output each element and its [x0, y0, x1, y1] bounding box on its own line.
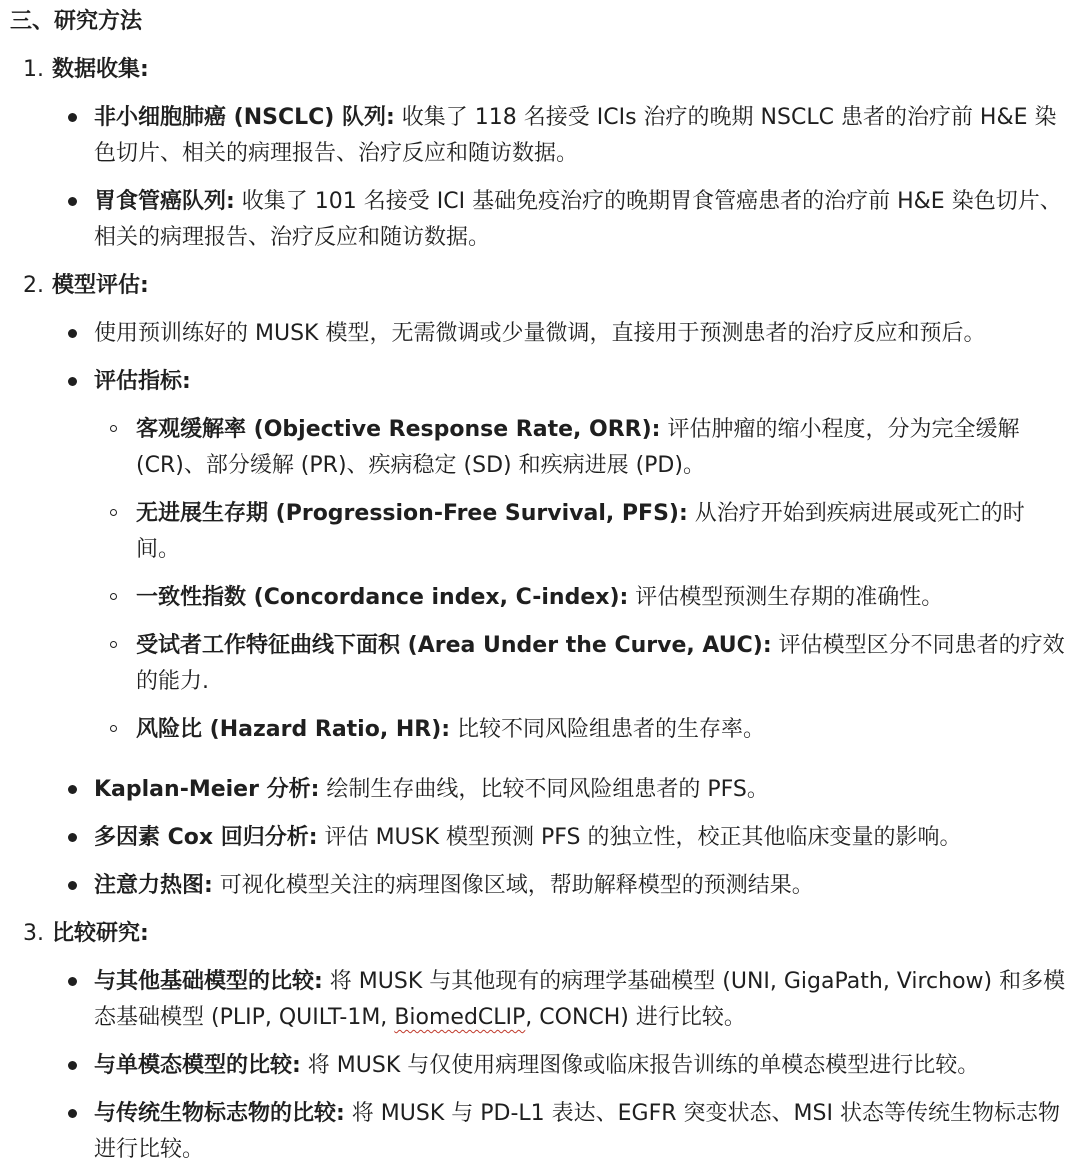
sub-bullet-content: 比较不同风险组患者的生存率。 — [450, 717, 766, 742]
sub-bullet-item — [110, 628, 1066, 700]
bullet-label: 与单模态模型的比较: — [94, 1053, 301, 1078]
bullet-content: 将 MUSK 与 PD-L1 表达、EGFR 突变状态、MSI 状态等传统生物标志物进行比较。 — [94, 1101, 1060, 1162]
bullet-item — [68, 316, 1066, 352]
bullet-dot-icon — [68, 316, 94, 352]
bullet-item — [68, 1096, 1066, 1168]
bullet-item — [68, 772, 1066, 808]
sub-bullet-text — [136, 412, 1066, 484]
circle-bullet-icon — [110, 628, 136, 664]
bullet-text — [94, 820, 1066, 856]
bullet-content: 可视化模型关注的病理图像区域，帮助解释模型的预测结果。 — [212, 873, 814, 898]
item-number: 2. — [23, 273, 44, 298]
sub-bullet-content: 评估肿瘤的缩小程度，分为完全缓解 (CR)、部分缓解 (PR)、疾病稳定 (SD) 和疾病进展 (PD)。 — [136, 417, 1020, 478]
bullet-label: 评估指标: — [94, 369, 191, 394]
bullet-content: 将 MUSK 与其他现有的病理学基础模型 (UNI, GigaPath, Virchow) 和多模态基础模型 (PLIP, QUILT-1M, — [94, 969, 1066, 1030]
numbered-item-data-collection — [10, 52, 1066, 256]
sub-bullet-item — [110, 712, 1066, 748]
bullet-dot-icon — [68, 1048, 94, 1084]
bullet-list — [10, 100, 1066, 256]
bullet-item — [68, 868, 1066, 904]
bullet-text — [94, 772, 1066, 808]
bullet-content: 评估 MUSK 模型预测 PFS 的独立性，校正其他临床变量的影响。 — [317, 825, 962, 850]
bullet-text — [94, 1096, 1066, 1168]
bullet-text — [94, 1048, 1066, 1084]
sub-bullet-text — [136, 496, 1066, 568]
bullet-text — [94, 364, 1066, 760]
sub-bullet-label: 受试者工作特征曲线下面积 (Area Under the Curve, AUC): — [136, 633, 772, 658]
item-title: 模型评估: — [52, 273, 149, 298]
sub-bullet-label: 一致性指数 (Concordance index, C-index): — [136, 585, 629, 610]
bullet-dot-icon — [68, 364, 94, 400]
bullet-dot-icon — [68, 868, 94, 904]
bullet-item — [68, 184, 1066, 256]
bullet-label: 注意力热图: — [94, 873, 213, 898]
bullet-dot-icon — [68, 772, 94, 808]
sub-bullet-content: 从治疗开始到疾病进展或死亡的时间。 — [136, 501, 1025, 562]
bullet-item — [68, 964, 1066, 1036]
bullet-content: 使用预训练好的 MUSK 模型，无需微调或少量微调，直接用于预测患者的治疗反应和预后。 — [94, 321, 986, 346]
bullet-content: 收集了 101 名接受 ICI 基础免疫治疗的晚期胃食管癌患者的治疗前 H&E 染色切片、相关的病理报告、治疗反应和随访数据。 — [94, 189, 1062, 250]
bullet-dot-icon — [68, 1096, 94, 1132]
bullet-text — [94, 100, 1066, 172]
sub-bullet-item — [110, 412, 1066, 484]
numbered-list — [10, 52, 1066, 1168]
sub-bullet-text — [136, 628, 1066, 700]
bullet-item — [68, 820, 1066, 856]
bullet-text — [94, 964, 1066, 1036]
bullet-item — [68, 1048, 1066, 1084]
sub-bullet-content: 评估模型预测生存期的准确性。 — [628, 585, 944, 610]
circle-bullet-icon — [110, 712, 136, 748]
sub-bullet-text — [136, 580, 1066, 616]
item-number: 3. — [23, 921, 44, 946]
bullet-text — [94, 184, 1066, 256]
spellcheck-flagged-word[interactable]: BiomedCLIP — [394, 1005, 526, 1030]
bullet-label: 与其他基础模型的比较: — [94, 969, 323, 994]
bullet-item-metrics — [68, 364, 1066, 760]
sub-bullet-label: 无进展生存期 (Progression-Free Survival, PFS): — [136, 501, 688, 526]
bullet-dot-icon — [68, 100, 94, 136]
bullet-list — [10, 316, 1066, 904]
numbered-item-model-evaluation — [10, 268, 1066, 904]
bullet-text — [94, 316, 1066, 352]
sub-bullet-text — [136, 712, 1066, 748]
section-heading: 三、研究方法 — [10, 9, 143, 34]
bullet-content: 将 MUSK 与仅使用病理图像或临床报告训练的单模态模型进行比较。 — [300, 1053, 980, 1078]
item-title: 比较研究: — [52, 921, 149, 946]
bullet-content-tail: , CONCH) 进行比较。 — [525, 1005, 746, 1030]
bullet-label: 胃食管癌队列: — [94, 189, 235, 214]
circle-bullet-icon — [110, 580, 136, 616]
sub-bullet-list — [68, 412, 1066, 748]
bullet-item — [68, 100, 1066, 172]
sub-bullet-item — [110, 496, 1066, 568]
numbered-item-comparison-study — [10, 916, 1066, 1168]
bullet-content: 绘制生存曲线，比较不同风险组患者的 PFS。 — [319, 777, 769, 802]
sub-bullet-label: 风险比 (Hazard Ratio, HR): — [136, 717, 451, 742]
item-number: 1. — [23, 57, 44, 82]
bullet-dot-icon — [68, 184, 94, 220]
bullet-dot-icon — [68, 820, 94, 856]
circle-bullet-icon — [110, 496, 136, 532]
sub-bullet-label: 客观缓解率 (Objective Response Rate, ORR): — [136, 417, 661, 442]
bullet-label: 与传统生物标志物的比较: — [94, 1101, 345, 1126]
bullet-dot-icon — [68, 964, 94, 1000]
bullet-label: Kaplan-Meier 分析: — [94, 777, 320, 802]
item-title: 数据收集: — [52, 57, 149, 82]
sub-bullet-content: 评估模型区分不同患者的疗效的能力. — [136, 633, 1065, 694]
bullet-label: 多因素 Cox 回归分析: — [94, 825, 318, 850]
circle-bullet-icon — [110, 412, 136, 448]
bullet-text — [94, 868, 1066, 904]
bullet-list — [10, 964, 1066, 1168]
bullet-content: 收集了 118 名接受 ICIs 治疗的晚期 NSCLC 患者的治疗前 H&E 染色切片、相关的病理报告、治疗反应和随访数据。 — [94, 105, 1057, 166]
bullet-label: 非小细胞肺癌 (NSCLC) 队列: — [94, 105, 395, 130]
sub-bullet-item — [110, 580, 1066, 616]
